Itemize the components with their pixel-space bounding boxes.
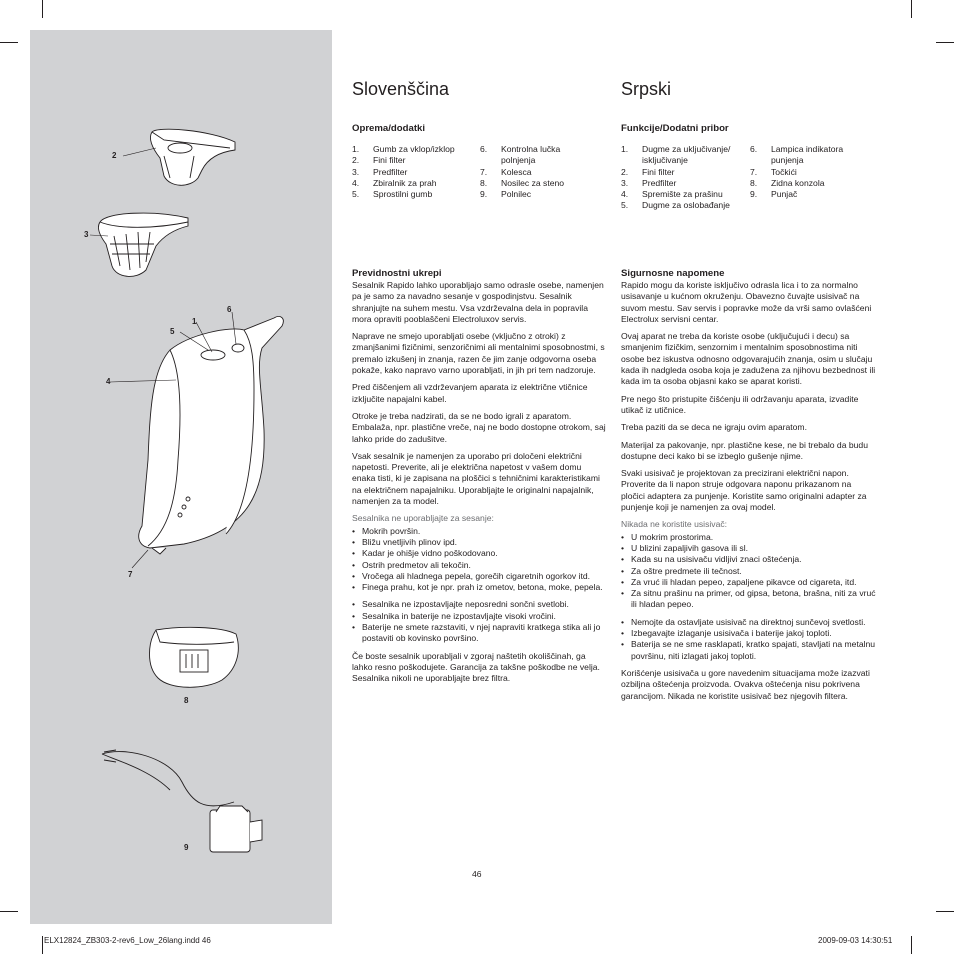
paragraph: Naprave ne smejo uporabljati osebe (vključno z otroki) z zmanjšanimi fizičnimi, senzoričnimi ali mentalnimi sposobnostmi, s premalo izkušenj in znanja, razen če jim zanje odgovorna oseba pokaže, kako napravo varno uporabljati, in jih pri tem nadzoruje.: [352, 331, 605, 376]
crop-mark: [42, 936, 43, 954]
list-item: • Mokrih površin.: [352, 526, 607, 537]
list-item: • Baterija se ne sme rasklapati, kratko spajati, stavljati na metalnu površinu, niti izlagati jakoj toploti.: [621, 639, 876, 662]
crop-mark: [911, 0, 912, 18]
paragraph: Pre nego što pristupite čišćenju ili održavanju aparata, izvadite utikač iz utičnice.: [621, 393, 859, 415]
paragraph: Treba paziti da se deca ne igraju ovim aparatom.: [621, 422, 807, 433]
list-item: • Ostrih predmetov ali tekočin.: [352, 560, 607, 571]
paragraph: Ovaj aparat ne treba da koriste osobe (uključujući i decu) sa smanjenim fizičkim, senzornim i mentalnim sposobnostima niti osobe bez iskustva odnosno odgovarajućih znanja, osim u slučaju kada ih nadgleda osoba koja je zadužena za njihovu bezbednost ili kada im ta osoba objasni kako se aparat koristi.: [621, 331, 876, 387]
serbian-safety-section: [621, 268, 876, 708]
slovenian-acc-col1: 1. Gumb za vklop/izklop 2. Fini filter 3. Predfilter 4. Zbiralnik za prah 5. Sprostilni gumb: [352, 144, 455, 200]
serbian-accessories: [621, 123, 876, 139]
footer-file-name: ELX12824_ZB303-2-rev6_Low_26lang.indd 46: [44, 936, 211, 945]
paragraph: Svaki usisivač je projektovan za precizirani električni napon. Proverite da li napon struje odgovara naponu prikazanom na pločici adaptera za punjenje. Koristite samo originalni adapter za punjenje koji je namenjen za ovaj model.: [621, 468, 867, 513]
callout-3: 3: [84, 230, 89, 239]
list-item: • Sesalnika in baterije ne izpostavljajte visoki vročini.: [352, 611, 607, 622]
list-item: • Baterije ne smete razstaviti, v njej napraviti kratkega stika ali jo postaviti ob kovinsko površino.: [352, 622, 607, 645]
serbian-safety-title: Sigurnosne napomene: [621, 268, 725, 279]
callout-7: 7: [128, 570, 133, 579]
list-item: • Za oštre predmete ili tečnost.: [621, 566, 876, 577]
callout-6: 6: [227, 305, 232, 314]
paragraph: Sesalnik Rapido lahko uporabljajo samo odrasle osebe, namenjen pa je samo za navadno sesanje v gospodinjstvu. Sesalnik shranjujte na suhem mestu. Vsa vzdrževalna dela in popravila mora opraviti pooblaščeni Electroluxov servis.: [352, 280, 604, 324]
serbian-accessories-title: Funkcije/Dodatni pribor: [621, 123, 729, 134]
list-item: • Izbegavajte izlaganje usisivača i baterije jakoj toploti.: [621, 628, 876, 639]
prefilter-illustration: [98, 213, 188, 276]
paragraph: Vsak sesalnik je namenjen za uporabo pri določeni električni napetosti. Preverite, ali je električna napetost v vašem domu enaka tisti, ki je zapisana na ploščici s tehničnimi karakteristikami na električnem napajalniku. Uporabljajte le originalni napajalnik, namenjen za ta model.: [352, 450, 600, 507]
footer-timestamp: 2009-09-03 14:30:51: [818, 936, 893, 945]
paragraph: Materijal za pakovanje, npr. plastične kese, ne bi trebalo da budu dostupne deci kako bi se izbeglo gušenje njime.: [621, 439, 868, 461]
paragraph: Pred čiščenjem ali vzdrževanjem aparata iz električne vtičnice izključite napajalni kabel.: [352, 382, 588, 404]
product-illustrations: [30, 30, 332, 924]
paragraph: Otroke je treba nadzirati, da se ne bodo igrali z aparatom. Embalaža, npr. plastične vreče, naj ne bodo dostopne otrokom, saj lahko pride do zadušitve.: [352, 410, 606, 444]
wall-bracket-illustration: [150, 627, 239, 687]
list-item: • Nemojte da ostavljate usisivač na direktnoj sunčevoj svetlosti.: [621, 617, 876, 628]
warning-heading: Nikada ne koristite usisivač:: [621, 519, 728, 530]
list-item: • Sesalnika ne izpostavljajte neposredni sončni svetlobi.: [352, 599, 607, 610]
list-item: • Za vruć ili hladan pepeo, zapaljene pikavce od cigareta, itd.: [621, 577, 876, 588]
illustration-panel: [30, 30, 332, 924]
list-item: • Kada su na usisivaču vidljivi znaci oštećenja.: [621, 554, 876, 565]
warning-list: [621, 532, 876, 611]
warning-list: [352, 526, 607, 594]
slovenian-safety-title: Previdnostni ukrepi: [352, 268, 442, 279]
charger-illustration: [102, 750, 262, 852]
callout-5: 5: [170, 327, 175, 336]
serbian-acc-col1: 1. Dugme za uključivanje/ isključivanje 2. Fini filter 3. Predfilter 4. Spremište za prašinu 5. Dugme za oslobađanje: [621, 144, 731, 211]
callout-1: 1: [192, 317, 197, 326]
paragraph: Korišćenje usisivača u gore navedenim situacijama može izazvati ozbiljna oštećenja proizvoda. Ovakva oštećenja nisu pokrivena garancijom. Nikada ne koristite usisivač bez njegovih filtera.: [621, 667, 870, 701]
list-item: • U blizini zapaljivih gasova ili sl.: [621, 543, 876, 554]
slovenian-acc-col2: 6. Kontrolna lučka polnjenja 7. Kolesca 8. Nosilec za steno 9. Polnilec: [480, 144, 565, 200]
list-item: • Bližu vnetljivih plinov ipd.: [352, 537, 607, 548]
list-item: • U mokrim prostorima.: [621, 532, 876, 543]
paragraph: Če boste sesalnik uporabljali v zgoraj naštetih okoliščinah, ga lahko resno poškodujete. Garancija za takšne poškodbe ne velja. Sesalnika nikoli ne uporabljajte brez filtra.: [352, 650, 600, 684]
crop-mark: [936, 42, 954, 43]
slovenian-safety-section: [352, 268, 607, 691]
serbian-acc-col2: 6. Lampica indikatora punjenja 7. Točkići 8. Zidna konzola 9. Punjač: [750, 144, 844, 200]
vacuum-cleaner-illustration: [139, 316, 284, 554]
crop-mark: [0, 911, 18, 912]
callout-9: 9: [184, 843, 189, 852]
callout-2: 2: [112, 151, 117, 160]
warning-heading: Sesalnika ne uporabljajte za sesanje:: [352, 513, 494, 524]
list-item: • Finega prahu, kot je npr. prah iz ometov, betona, moke, pepela.: [352, 582, 607, 593]
crop-mark: [42, 0, 43, 18]
paragraph: Rapido mogu da koriste isključivo odrasla lica i to za normalno usisavanje u kućnom okruženju. Obavezno čuvajte usisivač na suvom mestu. Sav servis i popravke može da vrši samo ovlašćeni Electrolux servisni centar.: [621, 280, 872, 324]
slovenian-title: Slovenščina: [352, 79, 450, 99]
slovenian-accessories-title: Oprema/dodatki: [352, 123, 426, 134]
slovenian-accessories: [352, 123, 607, 139]
list-item: • Za sitnu prašinu na primer, od gipsa, betona, brašna, niti za vruć ili hladan pepeo.: [621, 588, 876, 611]
fine-filter-illustration: [150, 129, 235, 185]
callout-8: 8: [184, 696, 189, 705]
crop-mark: [911, 936, 912, 954]
warning-list: [621, 617, 876, 662]
list-item: • Kadar je ohišje vidno poškodovano.: [352, 548, 607, 559]
callout-4: 4: [106, 377, 111, 386]
page-number: 46: [472, 869, 482, 879]
crop-mark: [936, 911, 954, 912]
list-item: • Vročega ali hladnega pepela, gorečih cigaretnih ogorkov itd.: [352, 571, 607, 582]
warning-list: [352, 599, 607, 644]
serbian-title: Srpski: [621, 79, 672, 99]
crop-mark: [0, 42, 18, 43]
